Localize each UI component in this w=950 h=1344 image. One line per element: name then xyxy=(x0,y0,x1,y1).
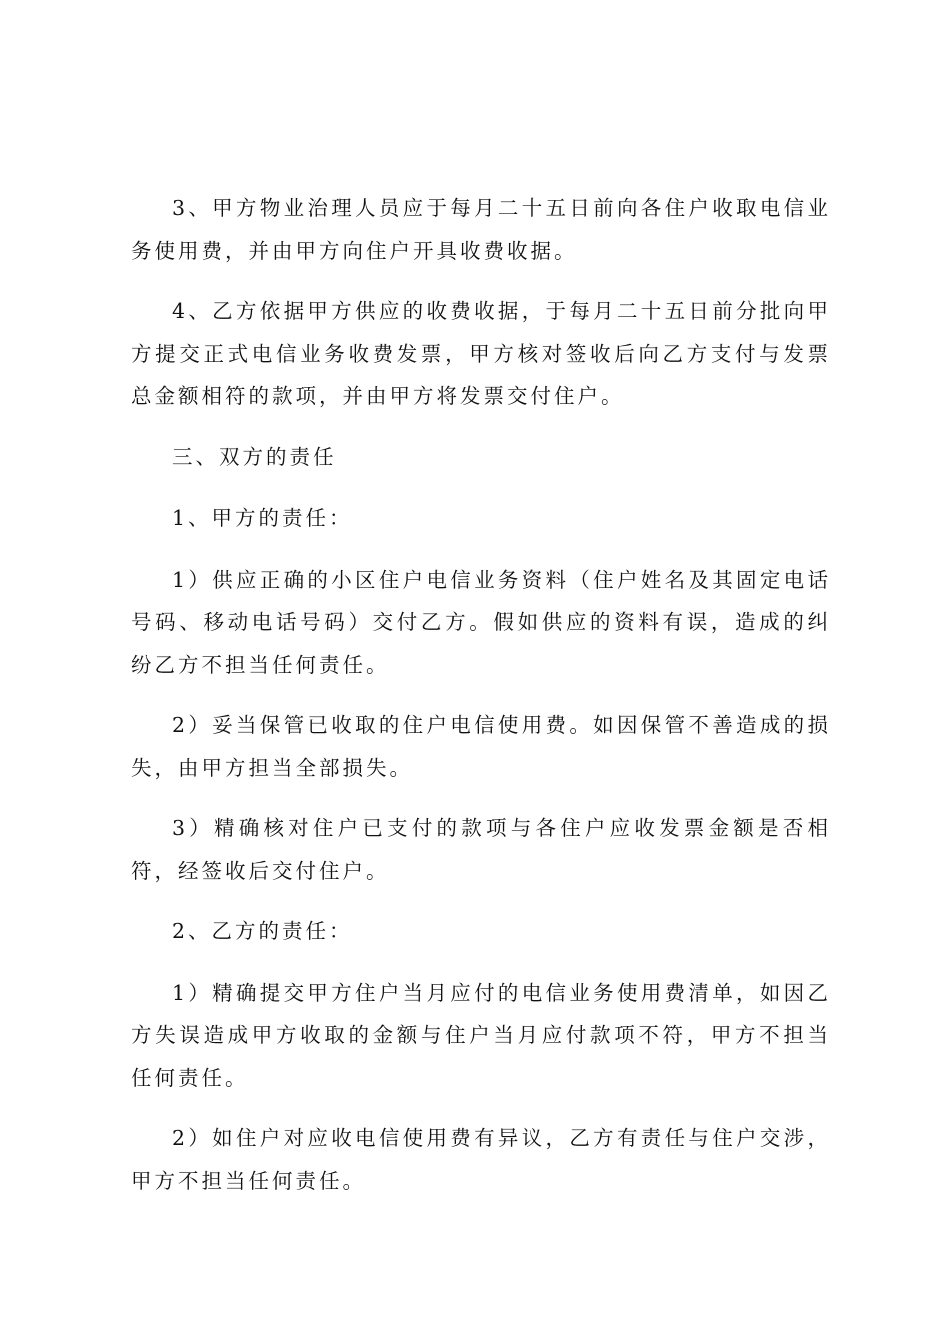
party-a-item-3: 3）精确核对住户已支付的款项与各住户应收发票金额是否相符，经签收后交付住户。 xyxy=(131,816,831,883)
section-heading-responsibilities: 三、双方的责任 xyxy=(172,444,337,469)
clause-4-invoice-submission: 4、乙方依据甲方供应的收费收据，于每月二十五日前分批向甲方提交正式电信业务收费发票，甲方核对签收后向乙方支付与发票总金额相符的款项，并由甲方将发票交付住户。 xyxy=(131,299,831,408)
party-a-item-1: 1）供应正确的小区住户电信业务资料（住户姓名及其固定电话号码、移动电话号码）交付乙方。假如供应的资料有误，造成的纠纷乙方不担当任何责任。 xyxy=(131,567,831,677)
subheading-party-a-responsibilities: 1、甲方的责任： xyxy=(172,506,353,530)
party-b-item-1: 1）精确提交甲方住户当月应付的电信业务使用费清单，如因乙方失误造成甲方收取的金额与住户当月应付款项不符，甲方不担当任何责任。 xyxy=(131,980,831,1090)
document-body xyxy=(131,187,831,1220)
subheading-party-b-responsibilities: 2、乙方的责任： xyxy=(172,919,353,943)
party-b-item-2: 2）如住户对应收电信使用费有异议，乙方有责任与住户交涉，甲方不担当任何责任。 xyxy=(131,1126,831,1193)
party-a-item-2: 2）妥当保管已收取的住户电信使用费。如因保管不善造成的损失，由甲方担当全部损失。 xyxy=(131,713,831,780)
clause-3-fee-collection: 3、甲方物业治理人员应于每月二十五日前向各住户收取电信业务使用费，并由甲方向住户开具收费收据。 xyxy=(131,196,831,263)
